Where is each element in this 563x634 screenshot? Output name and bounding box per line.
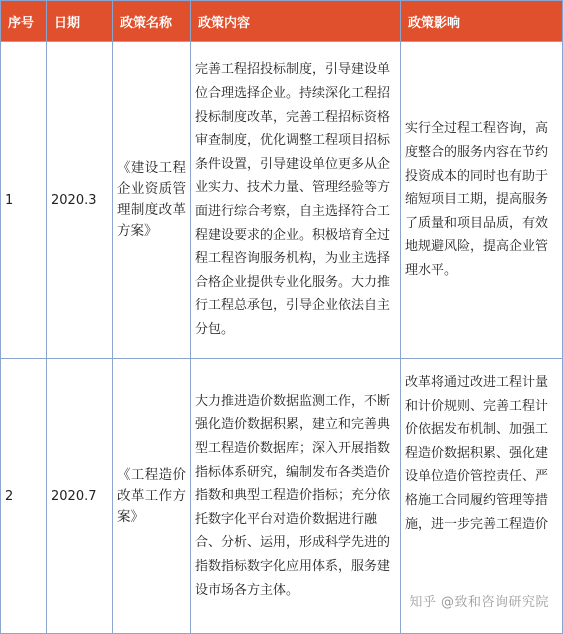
row-index: 2 xyxy=(1,359,47,634)
header-date: 日期 xyxy=(47,1,113,42)
row-policy-name: 《工程造价改革工作方案》 xyxy=(113,359,191,634)
table-header-row xyxy=(1,1,563,42)
row-policy-name: 《建设工程企业资质管理制度改革方案》 xyxy=(113,42,191,359)
header-policy-content: 政策内容 xyxy=(191,1,401,42)
row-policy-content: 大力推进造价数据监测工作，不断强化造价数据积累，建立和完善典型工程造价数据库；深入开展指数指标体系研究，编制发布各类造价指数和典型工程造价指标；充分依托数字化平台对造价数据进行融合、分析、运用，形成科学先进的指数指标数字化应用体系，服务建设市场各方主体。 xyxy=(191,359,401,634)
row-date: 2020.7 xyxy=(47,359,113,634)
row-policy-impact: 改革将通过改进工程计量和计价规则、完善工程计价依据发布机制、加强工程造价数据积累、强化建设单位造价管控责任、严格施工合同履约管理等措施，进一步完善工程造价 xyxy=(401,359,563,634)
header-policy-name: 政策名称 xyxy=(113,1,191,42)
header-policy-impact: 政策影响 xyxy=(401,1,563,42)
row-date: 2020.3 xyxy=(47,42,113,359)
row-index: 1 xyxy=(1,42,47,359)
row-policy-impact: 实行全过程工程咨询，高度整合的服务内容在节约投资成本的同时也有助于缩短项目工期，提高服务了质量和项目品质，有效地规避风险，提高企业管理水平。 xyxy=(401,42,563,359)
header-index: 序号 xyxy=(1,1,47,42)
row-policy-content: 完善工程招投标制度，引导建设单位合理选择企业。持续深化工程招投标制度改革，完善工程招标资格审查制度，优化调整工程项目招标条件设置，引导建设单位更多从企业实力、技术力量、管理经验等方面进行综合考察，自主选择符合工程建设要求的企业。积极培育全过程工程咨询服务机构，为业主选择合格企业提供专业化服务。大力推行工程总承包，引导企业依法自主分包。 xyxy=(191,42,401,359)
table-row xyxy=(1,42,563,359)
watermark: 知乎 @致和咨询研究院 xyxy=(409,595,549,610)
